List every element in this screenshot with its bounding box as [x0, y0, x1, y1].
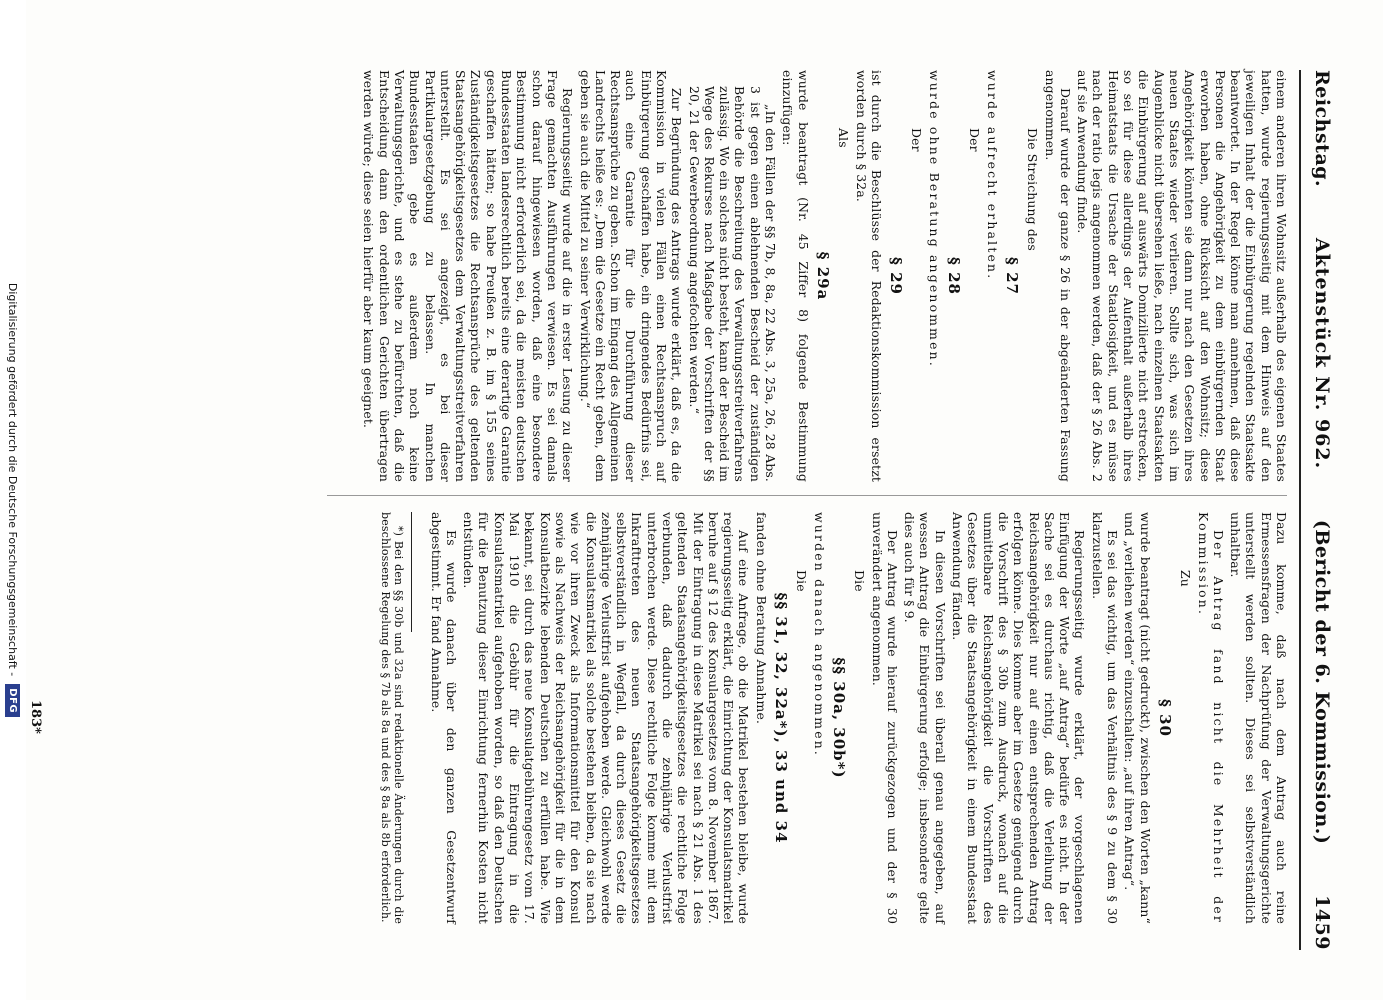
paragraph: wurde ohne Beratung angenommen.: [926, 70, 942, 368]
paragraph: Die Streichung des: [1025, 128, 1041, 251]
paragraph: Der Antrag fand nicht die Mehrheit der Kommission.: [1195, 512, 1226, 924]
section-heading: § 27: [1002, 257, 1021, 295]
paragraph: Darauf wurde der ganze § 26 in der abgeänderten Fassung angenommen.: [1042, 70, 1073, 482]
paragraph: Auf eine Anfrage, ob die Matrikel bestehen bleibe, wurde regierungsseitig erklärt, die Einrichtung der Konsulatsmatrikel beruhe auf § 12 des Konsulargesetzes vom 8. November 1867. Mit der Eintragung in diese Matrikel sei nach § 21 Abs. 1 des geltenden Staatsangehörigkeitsgesetzes die rechtliche Folge verbunden, daß dadurch die zehnjährige Verlustfrist unterbrochen werde. Diese rechtliche Folge komme mit dem Inkrafttreten des neuen Staatsangehörigkeitsgesetzes selbstverständlich in Wegfall, da durch dieses Gesetz die zehnjährige Verlustfrist aufgehoben werde. Gleichwohl werde die Konsulatsmatrikel als solche bestehen bleiben, da sie nach wie vor ihren Zweck als Informationsmittel für den Konsul sowie als Nachweis der Reichsangehörigkeit für die in dem Konsulatbezirke lebenden Deutschen zu erfüllen habe. Wie bekannt, sei durch das neue Konsulatgebührengesetz vom 17. Mai 1910 die Gebühr für die Eintragung in die Konsulatsmatrikel aufgehoben worden, so daß den Deutschen für die Benutzung dieser Einrichtung fernerhin Kosten nicht entstünden.: [461, 512, 752, 924]
section-heading: § 29: [887, 257, 906, 295]
paragraph: Zur Begründung des Antrags wurde erklärt, daß es, da die Kommission in vielen Fällen einen Rechtsanspruch auf Einbürgerung geschaffen habe, ein dringendes Bedürfnis sei, auch eine Garantie für die Durchführung dieser Rechtsansprüche zu geben. Schon im Eingang des Allgemeinen Landrechts heiße es: „Dem die Gesetze ein Recht geben, dem geben sie auch die Mittel zu seiner Verwirklichung.“: [577, 70, 685, 482]
column-separator: [327, 495, 1287, 496]
section-heading: § 29a: [813, 251, 832, 301]
paragraph: Regierungsseitig wurde erklärt, der vorgeschlagenen Einfügung der Worte „auf Antrag“ bedürfe es nicht. In der Sache sei es durchaus richtig, daß die Verleihung der Reichsangehörigkeit nur auf einen entsprechenden Antrag erfolgen könne. Dies komme aber im Gesetze genügend durch die Vorschrift des § 30b zum Ausdruck, wonach auf die unmittelbare Reichsangehörigkeit die Vorschriften des Gesetzes über die Staatsangehörigkeit in einem Bundesstaat Anwendung fänden.: [950, 512, 1088, 924]
header-bericht: (Bericht der 6. Kommission.): [1311, 519, 1333, 845]
paragraph: Der Antrag wurde hierauf zurückgezogen und der § 30 unverändert angenommen.: [869, 512, 900, 924]
header-page-number: 1459: [1311, 895, 1333, 950]
paragraph: In diesen Vorschriften sei überall genau angegeben, auf wessen Antrag die Einbürgerung erfolge; insbesondere gelte dies auch für § 9.: [902, 512, 948, 924]
header-reichstag: Reichstag.: [1311, 70, 1333, 188]
dfg-logo-icon: DFG: [6, 684, 21, 717]
section-heading: § 30: [1155, 699, 1174, 737]
paragraph: Dazu komme, daß nach dem Antrag auch reine Ermessensfragen der Nachprüfung der Verwaltungsgerichte unterstellt werden sollten. Dieses sei selbstverständlich unhaltbar.: [1228, 512, 1289, 924]
paragraph: wurde aufrecht erhalten.: [984, 70, 1000, 281]
paragraph: Es sei das wichtig, um das Verhältnis des § 9 zu dem § 30 klarzustellen.: [1089, 512, 1121, 924]
quoted-provision: „In den Fällen der §§ 7b, 8, 8a, 22 Abs. 3, 25a, 26, 28 Abs. 3 ist gegen einen ablehnenden Bescheid der zuständigen Behörde die Beschreitung des Verwaltungsstreitverfahrens zulässig. Wo ein solches nicht besteht, kann der Bescheid im Wege des Rekurses nach Maßgabe der Vorschriften der §§ 20, 21 der Gewerbeordnung angefochten werden.“: [686, 86, 779, 482]
header-aktenstueck: Aktenstück Nr. 962.: [1311, 237, 1333, 470]
paragraph: fanden ohne Beratung Annahme.: [753, 512, 769, 725]
paragraph: Regierungsseitig wurde auf die in erster Lesung zu dieser Frage gemachten Ausführungen verwiesen. Es sei damals schon darauf hingewiesen worden, daß eine besondere Bestimmung nicht erforderlich sei, da die meisten deutschen Bundesstaaten landesrechtlich bereits eine derartige Garantie geschaffen hätten; so habe Preußen z. B. im § 155 seines Zuständigkeitsgesetzes die Rechtsansprüche des geltenden Staatsangehörigkeitsgesetzes dem Verwaltungsstreitverfahren unterstellt. Es sei angezeigt, es bei dieser Partikulargesetzgebung zu belassen. In manchen Bundesstaaten gebe es außerdem noch keine Verwaltungsgerichte, und es stehe zu befürchten, daß die Entscheidung dann den ordentlichen Gerichten übertragen werden würde; diese seien hierfür aber kaum geeignet.: [361, 70, 576, 482]
section-heading: §§ 30a, 30b*): [829, 657, 848, 779]
section-heading: § 28: [945, 257, 964, 295]
digitization-note: Digitalisierung gefördert durch die Deutsche Forschungsgemeinschaft -: [6, 282, 20, 677]
footnote: [378, 512, 405, 924]
footnote-text: *) Bei den §§ 30b und 32a sind redaktionelle Änderungen durch die beschlossene Regelung des § 7b als 8a und des § 8a als 8b erforderlich.: [378, 512, 406, 924]
paragraph: Es wurde danach über den ganzen Gesetzentwurf abgestimmt. Er fand Annahme.: [428, 512, 459, 924]
paragraph: wurde beantragt (Nr. 45 Ziffer 8) folgende Bestimmung einzufügen:: [780, 70, 811, 482]
digitization-footer: [0, 0, 26, 1000]
paragraph: Der: [967, 128, 983, 152]
page-header: [1305, 70, 1333, 950]
left-column: [359, 70, 1289, 482]
paragraph: Der: [909, 128, 925, 152]
paragraph: einem anderen ihren Wohnsitz außerhalb des eigenen Staates hatten, wurde regierungsseitig mit dem Hinweis auf den jeweiligen Inhalt der die Einbürgerung regelnden Staatsakte beantwortet. In der Regel könne man annehmen, daß diese Personen die Angehörigkeit zu dem einbürgernden Staat erworben haben, ohne Rücksicht auf den Wohnsitz; diese Angehörigkeit könnten sie dann nur nach den Gesetzen ihres neuen Staates wieder verlieren. Sollte sich, was sich im Augenblicke nicht übersehen ließe, nach einzelnen Staatsakten die Einbürgerung auf auswärts Domizilierte nicht erstrecken, so sei für diese allerdings der Aufenthalt außerhalb ihres Heimatstaats die Ursache der Staatlosigkeit, und es müsse nach der ratio legis angenommen werden, daß der § 26 Abs. 2 auf sie Anwendung finde.: [1075, 70, 1289, 482]
paragraph: Zu: [1178, 570, 1194, 587]
header-rule: [1299, 70, 1301, 950]
section-heading: §§ 31, 32, 32a*), 33 und 34: [772, 592, 791, 844]
footnote-rule: [411, 512, 412, 632]
paragraph: Die: [794, 570, 810, 592]
paragraph: wurde beantragt (nicht gedruckt), zwischen den Worten „kann“ und „verliehen werden“ einzuschalten: „auf ihren Antrag“.: [1122, 512, 1153, 924]
right-column: [378, 512, 1289, 924]
signature-mark: 183*: [28, 700, 43, 734]
paragraph: Die: [852, 570, 868, 592]
paragraph: wurden danach angenommen.: [811, 512, 827, 758]
paragraph: Als: [836, 128, 852, 148]
paragraph: ist durch die Beschlüsse der Redaktionskommission ersetzt worden durch § 32a.: [853, 70, 884, 482]
